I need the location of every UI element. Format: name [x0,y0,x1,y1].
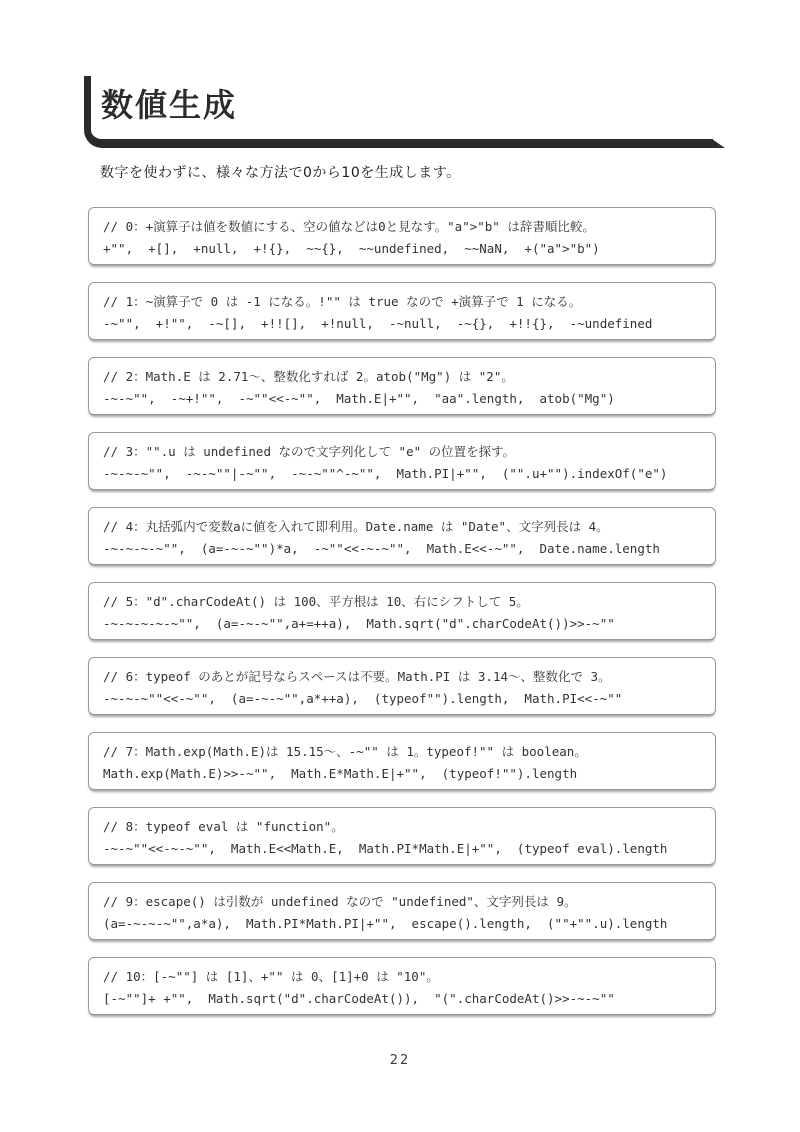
code-box-list [88,207,716,1032]
comment-line: // 9：escape() は引数が undefined なので "undefined"、文字列長は 9。 [103,894,577,909]
code-line: [-~""]+ +"", Math.sqrt("d".charCodeAt()), "(".charCodeAt()>>-~-~"" [103,991,615,1006]
code-line: (a=-~-~-~"",a*a), Math.PI*Math.PI|+"", escape().length, (""+"".u).length [103,916,668,931]
code-box-0 [88,207,716,265]
code-line: -~-~-~"", -~-~""|-~"", -~-~""^-~"", Math.PI|+"", ("".u+"").indexOf("e") [103,466,668,481]
comment-line: // 8：typeof eval は "function"。 [103,819,344,834]
chapter-title-rule-end [712,139,725,148]
comment-line: // 0：+演算子は値を数値にする、空の値などは0と見なす。"a">"b" は辞書順比較。 [103,219,595,234]
code-box-5 [88,582,716,640]
code-box-9 [88,882,716,940]
page-subtitle: 数字を使わずに、様々な方法で0から10を生成します。 [100,165,461,181]
comment-line: // 3："".u は undefined なので文字列化して "e" の位置を探す。 [103,444,516,459]
comment-line: // 1：~演算子で 0 は -1 になる。!"" は true なので +演算子で 1 になる。 [103,294,582,309]
comment-line: // 2：Math.E は 2.71〜、整数化すれば 2。atob("Mg") は "2"。 [103,369,514,384]
code-line: Math.exp(Math.E)>>-~"", Math.E*Math.E|+"", (typeof!"").length [103,766,578,781]
code-line: -~-~-~-~-~"", (a=-~-~"",a+=++a), Math.sqrt("d".charCodeAt())>>-~"" [103,616,615,631]
code-box-2 [88,357,716,415]
code-line: +"", +[], +null, +!{}, ~~{}, ~~undefined, ~~NaN, +("a">"b") [103,241,600,256]
comment-line: // 6：typeof のあとが記号ならスペースは不要。Math.PI は 3.14〜、整数化で 3。 [103,669,611,684]
code-box-7 [88,732,716,790]
comment-line: // 5："d".charCodeAt() は 100、平方根は 10、右にシフトして 5。 [103,594,529,609]
code-line: -~-~""<<-~-~"", Math.E<<Math.E, Math.PI*Math.E|+"", (typeof eval).length [103,841,668,856]
comment-line: // 7：Math.exp(Math.E)は 15.15〜、-~"" は 1。typeof!"" は boolean。 [103,744,587,759]
comment-line: // 4：丸括弧内で変数aに値を入れて即利用。Date.name は "Date"、文字列長は 4。 [103,519,609,534]
page-title: 数値生成 [101,86,238,124]
code-line: -~-~"", -~+!"", -~""<<-~"", Math.E|+"", "aa".length, atob("Mg") [103,391,615,406]
code-line: -~"", +!"", -~[], +!![], +!null, -~null, -~{}, +!!{}, -~undefined [103,316,653,331]
code-line: -~-~-~-~"", (a=-~-~"")*a, -~""<<-~-~"", Math.E<<-~"", Date.name.length [103,541,660,556]
code-box-4 [88,507,716,565]
code-box-6 [88,657,716,715]
code-box-1 [88,282,716,340]
comment-line: // 10：[-~""] は [1]、+"" は 0、[1]+0 は "10"。 [103,969,439,984]
code-line: -~-~-~""<<-~"", (a=-~-~"",a*++a), (typeof"").length, Math.PI<<-~"" [103,691,623,706]
code-box-8 [88,807,716,865]
page-number: 22 [389,1053,411,1068]
code-box-10 [88,957,716,1015]
code-box-3 [88,432,716,490]
